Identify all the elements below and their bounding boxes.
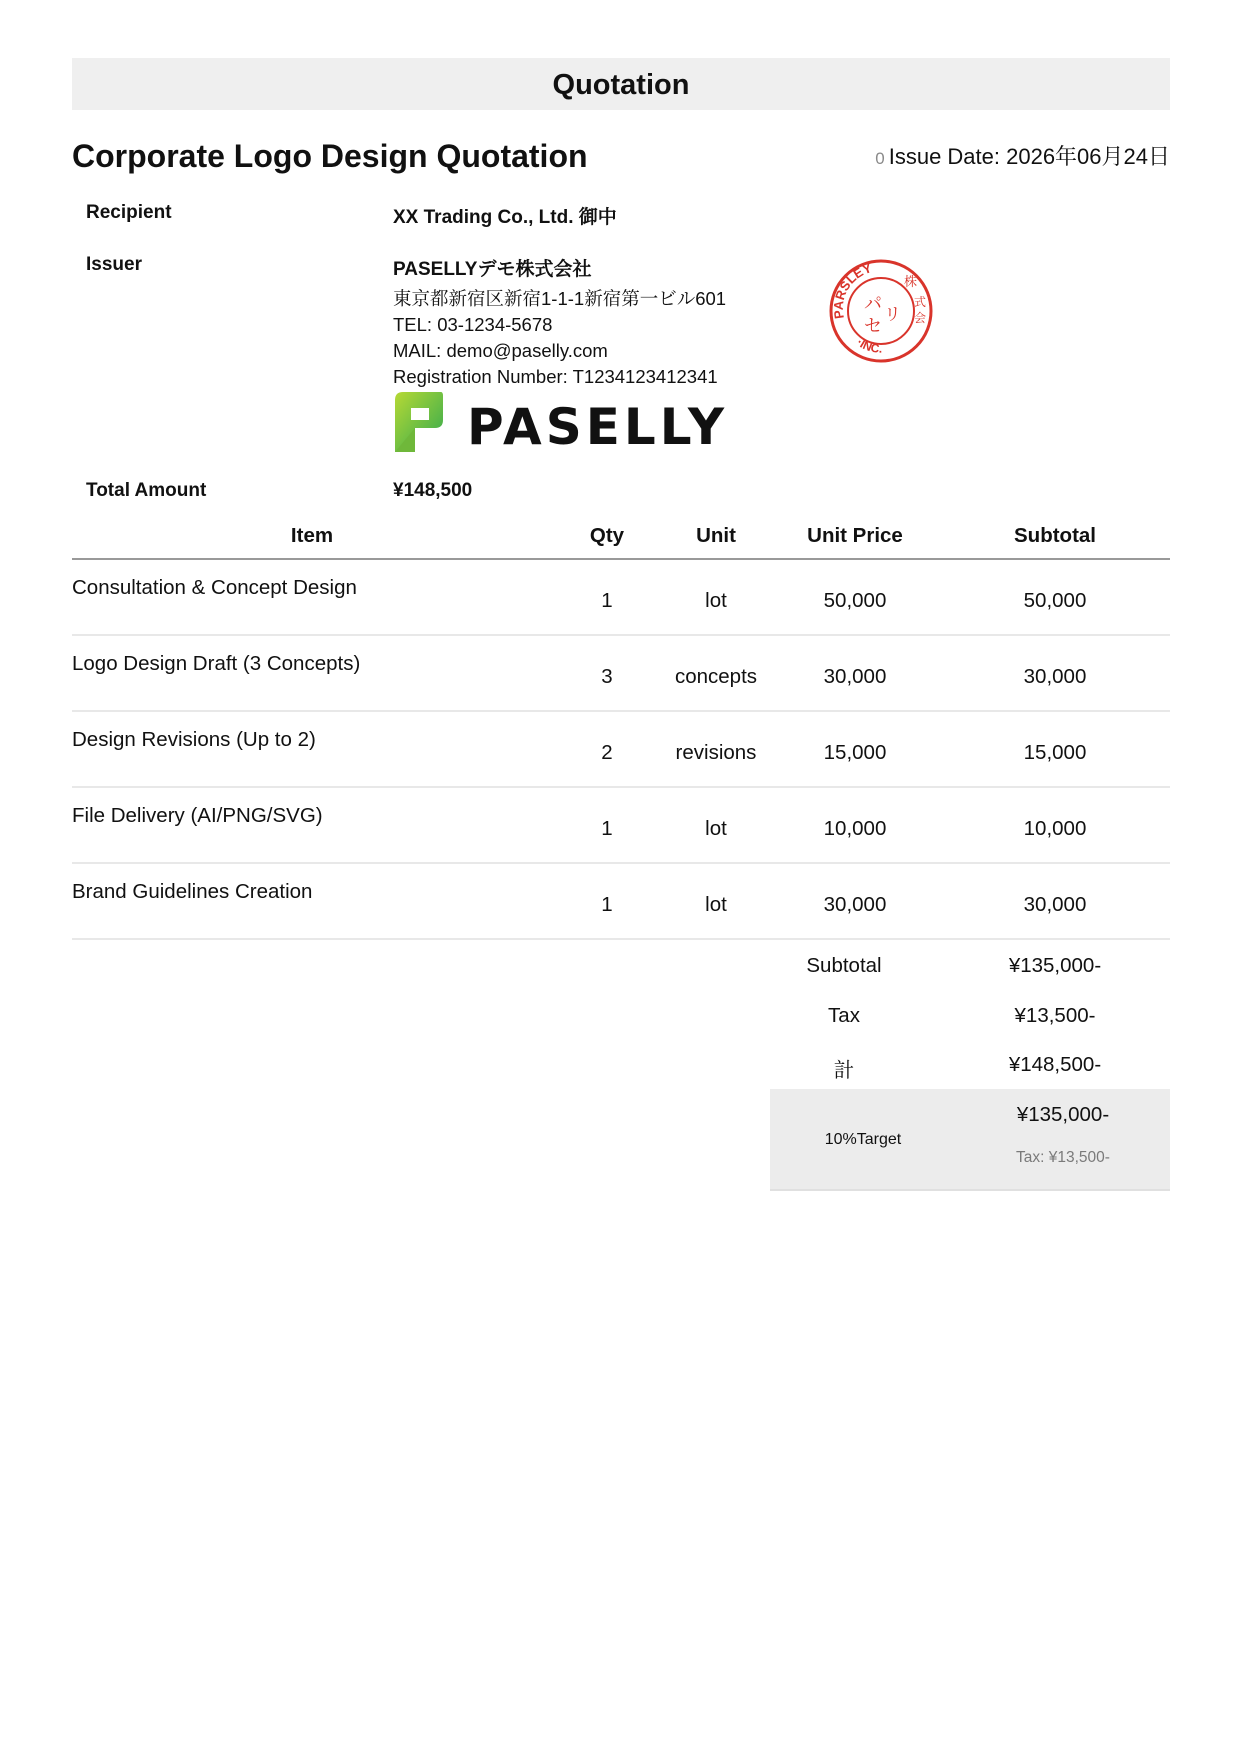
issuer-address: 東京都新宿区新宿1-1-1新宿第一ビル601 (393, 288, 727, 309)
row-qty: 1 (552, 863, 662, 939)
row-item: Design Revisions (Up to 2) (72, 711, 552, 787)
row-qty: 2 (552, 711, 662, 787)
svg-text:·INC.: ·INC. (854, 335, 883, 356)
total-amount-label: Total Amount (86, 480, 207, 501)
issuer-mail: MAIL: demo@paselly.com (393, 340, 608, 361)
line-items-table (72, 514, 1170, 940)
recipient-row (72, 202, 1170, 254)
summary-tax-row (72, 992, 1170, 1040)
issue-date (875, 140, 1170, 171)
summary-total-label: 計 (833, 1059, 855, 1082)
row-unit: lot (662, 863, 770, 939)
total-amount-row (72, 480, 1170, 514)
svg-text:会: 会 (914, 311, 927, 325)
summary-total-row (72, 1041, 1170, 1089)
issuer-details (393, 254, 1170, 390)
page-title: Corporate Logo Design Quotation (72, 138, 588, 174)
issuer-tel: TEL: 03-1234-5678 (393, 314, 553, 335)
header-qty: Qty (552, 514, 662, 559)
row-unit: concepts (662, 635, 770, 711)
paselly-logo (393, 390, 729, 454)
summary-subtotal-label: Subtotal (806, 954, 882, 977)
summary-tax-label: Tax (828, 1004, 860, 1027)
header-subtotal: Subtotal (940, 514, 1170, 559)
svg-text:式: 式 (914, 295, 927, 309)
table-row (72, 711, 1170, 787)
row-subtotal: 50,000 (940, 559, 1170, 635)
row-item: Consultation & Concept Design (72, 559, 552, 635)
row-unit-price: 10,000 (770, 787, 940, 863)
title-row (72, 110, 1170, 196)
recipient-value: XX Trading Co., Ltd. 御中 (393, 207, 617, 228)
row-unit-price: 30,000 (770, 635, 940, 711)
row-subtotal: 30,000 (940, 635, 1170, 711)
issuer-row (72, 254, 1170, 480)
issue-date-index: 0 (875, 149, 885, 168)
row-item: Brand Guidelines Creation (72, 863, 552, 939)
svg-text:株: 株 (904, 275, 918, 290)
issue-date-text: Issue Date: 2026年06月24日 (888, 144, 1170, 169)
tax-target-label: 10%Target (824, 1131, 902, 1148)
quotation-page (72, 58, 1170, 1210)
logo-wordmark: PASELLY (467, 398, 729, 454)
table-row (72, 787, 1170, 863)
svg-text:パ: パ (864, 294, 882, 315)
row-unit-price: 15,000 (770, 711, 940, 787)
logo-mark-icon (395, 392, 443, 452)
tax-target-value: ¥135,000- (1016, 1103, 1110, 1126)
tax-target-tax: Tax: ¥13,500- (1016, 1149, 1110, 1166)
issuer-name: PASELLYデモ株式会社 (393, 259, 592, 280)
row-qty: 1 (552, 787, 662, 863)
tax-breakdown-box (770, 1089, 1170, 1191)
row-qty: 3 (552, 635, 662, 711)
summary-total-value: ¥148,500- (1008, 1053, 1102, 1076)
row-qty: 1 (552, 559, 662, 635)
recipient-label: Recipient (86, 202, 172, 223)
row-unit-price: 30,000 (770, 863, 940, 939)
summary-subtotal-row (72, 942, 1170, 990)
issuer-registration: Registration Number: T1234123412341 (393, 366, 718, 387)
row-item: Logo Design Draft (3 Concepts) (72, 635, 552, 711)
row-item: File Delivery (AI/PNG/SVG) (72, 787, 552, 863)
company-seal-icon (828, 258, 934, 364)
svg-text:リ: リ (884, 305, 901, 325)
row-subtotal: 10,000 (940, 787, 1170, 863)
summary-subtotal-value: ¥135,000- (1008, 954, 1102, 977)
issuer-label: Issuer (86, 254, 142, 275)
table-header-row (72, 514, 1170, 559)
total-amount-value: ¥148,500 (393, 480, 473, 501)
svg-text:セ: セ (864, 316, 882, 337)
row-subtotal: 15,000 (940, 711, 1170, 787)
header-unit-price: Unit Price (770, 514, 940, 559)
table-row (72, 635, 1170, 711)
table-row (72, 863, 1170, 939)
header-unit: Unit (662, 514, 770, 559)
header-item: Item (72, 514, 552, 559)
row-unit-price: 50,000 (770, 559, 940, 635)
svg-text:PARSLEY: PARSLEY (830, 260, 874, 320)
document-banner: Quotation (72, 58, 1170, 110)
row-subtotal: 30,000 (940, 863, 1170, 939)
summary-section (72, 940, 1170, 1210)
summary-tax-value: ¥13,500- (1014, 1004, 1096, 1027)
row-unit: revisions (662, 711, 770, 787)
table-row (72, 559, 1170, 635)
row-unit: lot (662, 559, 770, 635)
row-unit: lot (662, 787, 770, 863)
